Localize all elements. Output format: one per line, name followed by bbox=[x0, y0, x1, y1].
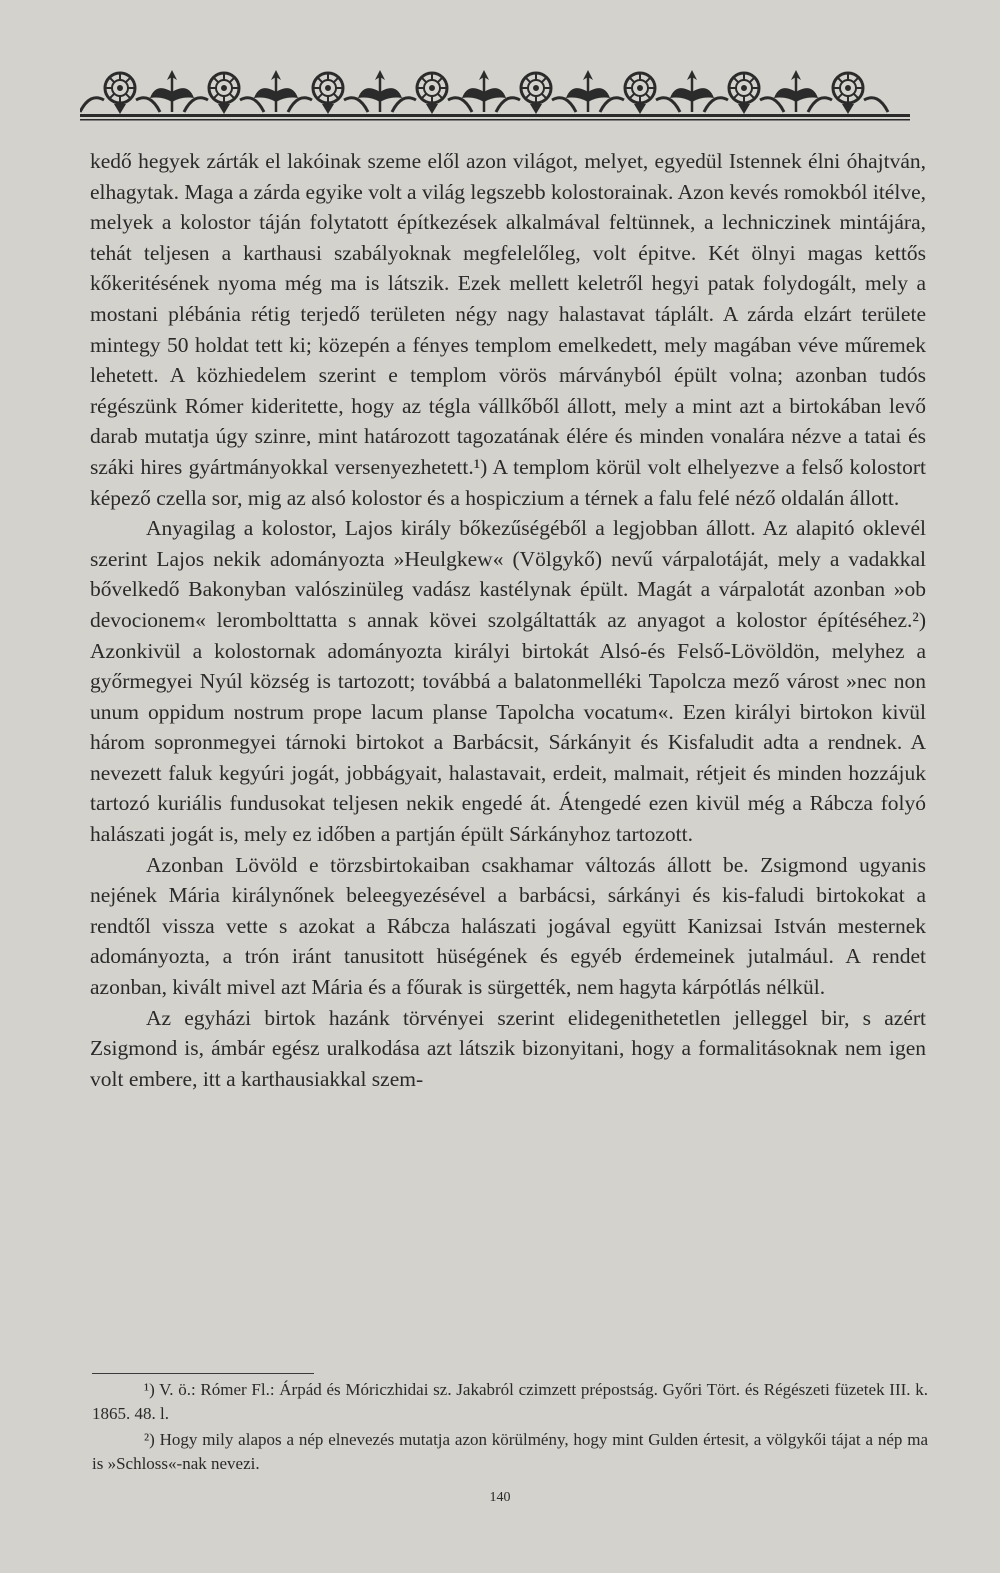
footnotes bbox=[92, 1378, 928, 1478]
footnote-1: ¹) V. ö.: Rómer Fl.: Árpád és Móriczhidai sz. Jakabról czimzett prépostság. Győri Tört. és Régészeti füzetek III. k. 1865. 48. l. bbox=[92, 1380, 928, 1423]
footnote-2: ²) Hogy mily alapos a nép elnevezés mutatja azon körülmény, hogy mint Gulden értesit, a völgykői tájat a nép ma is »Schloss«-nak nevezi. bbox=[92, 1430, 928, 1473]
paragraph-2: Anyagilag a kolostor, Lajos király bőkezűségéből a legjobban állott. Az alapitó oklevél szerint Lajos nekik adományozta »Heulgkew« (Völgykő) nevű várpalotáját, mely a vadakkal bővelkedő Bakonyban valószinüleg vadász kastélynak épült. Magát a várpalotát azonban »ob devocionem« lerombolttatta s annak kövei szolgáltatták az anyagot a kolostor építéséhez.²) Azonkivül a kolostornak adományozta királyi birtokát Alsó-és Felső-Lövöldön, melyhez a győrmegyei Nyúl község is tartozott; továbbá a balatonmelléki Tapolcza mező várost »nec non unum oppidum nostrum prope lacum planse Tapolcha vocatum«. Ezen királyi birtokon kivül három sopronmegyei tárnoki birtokot a Barbácsit, Sárkányit és Kisfaludit adta a rendnek. A nevezett faluk kegyúri jogát, jobbágyait, halastavait, erdeit, malmait, rétjeit és minden hozzájuk tartozó kuriális fundusokat teljesen nekik engedé át. Átengedé ezen kivül még a Rábcza folyó halászati jogát is, mely ez időben a partján épült Sárkányhoz tartozott. bbox=[90, 516, 926, 847]
page-number: 140 bbox=[489, 1490, 511, 1505]
paragraph-1: kedő hegyek zárták el lakóinak szeme elől azon világot, melyet, egyedül Istennek élni óhajtván, elhagytak. Maga a zárda egyike volt a világ legszebb kolostorainak. Azon kevés romokból itélve, melyek a kolostor táján folytatott építkezések alkalmával feltünnek, a lechniczinek mintájára, tehát teljesen a karthausi szabályoknak megfelelőleg, volt épitve. Két ölnyi magas kettős kőkeritésének nyoma még ma is látszik. Ezek mellett keletről hegyi patak folydogált, mely a mostani plébánia rétig terjedő területen négy nagy halastavat táplált. A zárda elzárt területe mintegy 50 holdat tett ki; közepén a fényes templom emelkedett, mely magában véve műremek lehetett. A közhiedelem szerint e templom vörös márványból épült volna; azonban tudós régészünk Rómer kideritette, hogy az tégla vállkőből állott, mely a mint azt a birtokában levő darab mutatja úgy szinre, mint határozott tagozatának élére és minden vonalára nézve a tatai és száki hires gyártmányokkal versenyezhetett.¹) A templom körül volt elhelyezve a felső kolostort képező czella sor, mig az alsó kolostor és a hospiczium a térnek a falu felé néző oldalán állott. bbox=[90, 149, 926, 510]
footnote-divider bbox=[92, 1373, 314, 1374]
paragraph-4: Az egyházi birtok hazánk törvényei szerint elidegenithetetlen jelleggel bir, s azért Zsigmond is, ámbár egész uralkodása azt látszik bizonyitani, hogy a formalitásoknak nem igen volt embere, itt a karthausiakkal szem- bbox=[90, 1005, 926, 1091]
decorative-header-ornament bbox=[80, 62, 910, 130]
main-text bbox=[90, 146, 926, 1094]
paragraph-3: Azonban Lövöld e törzsbirtokaiban csakhamar változás állott be. Zsigmond ugyanis nejének Mária királynőnek beleegyezésével a barbácsi, sárkányi és kis-faludi birtokokat a rendtől vissza vette s azokat a Rábcza halászati jogával együtt Kanizsai István mesternek adományozta, a trón iránt tanusitott hüségének és egyéb érdemeinek jutalmául. A rendet azonban, kivált mivel azt Mária és a főurak is sürgették, nem hagyta kárpótlás nélkül. bbox=[90, 852, 926, 1000]
